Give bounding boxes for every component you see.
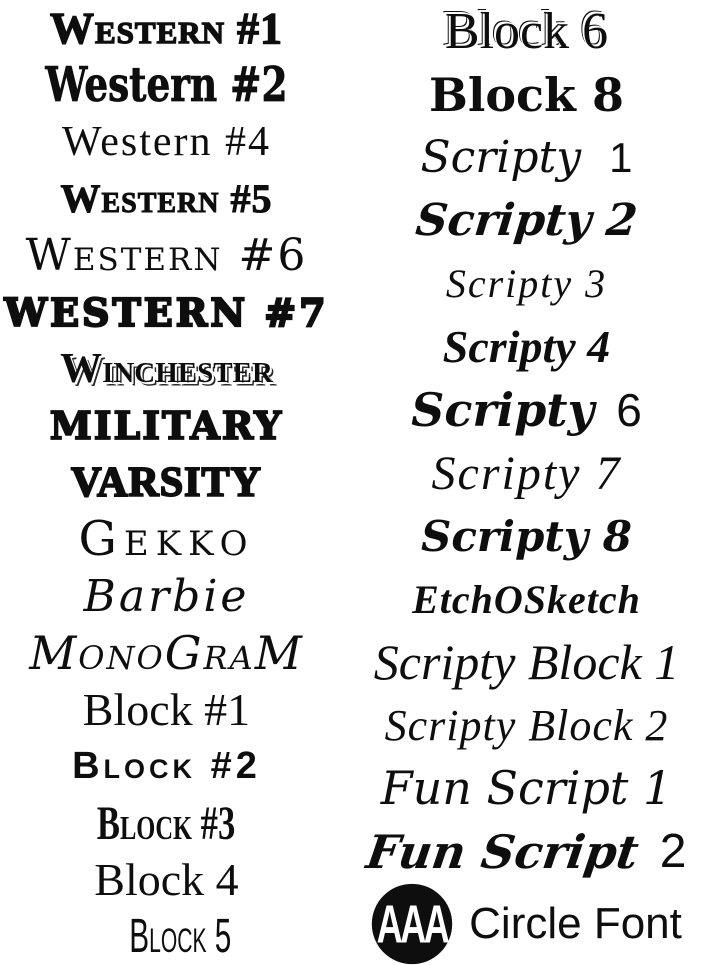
font-sample-text: WESTERN #7 xyxy=(4,289,329,335)
font-sample-text: Barbie xyxy=(83,570,250,622)
font-sample-number: 2 xyxy=(659,824,687,878)
font-sample-text: Western #4 xyxy=(61,118,272,165)
font-sample-text: Scripty 4 xyxy=(442,321,611,373)
font-sample-block-3 xyxy=(0,795,333,852)
font-sample-block-5 xyxy=(0,908,333,965)
font-sample-scripty-block-1 xyxy=(333,631,720,694)
monogram-letters: AAA xyxy=(376,893,448,955)
font-sample-block-4 xyxy=(0,851,333,908)
font-sample-scripty-4 xyxy=(333,315,720,378)
font-sample-etchosketch xyxy=(333,568,720,631)
font-sample-number: 6 xyxy=(616,384,642,436)
font-sample-text: Western #1 xyxy=(49,3,284,53)
font-sample-text: Fun Script 1 xyxy=(380,761,673,816)
font-sample-text: Block #2 xyxy=(72,744,261,787)
font-sample-scripty-2 xyxy=(333,189,720,252)
font-sample-text: Scripty xyxy=(420,132,582,184)
font-sample-text: Scripty 7 xyxy=(431,446,622,500)
font-sample-text: Scripty 3 xyxy=(445,261,608,307)
font-sample-number: 1 xyxy=(609,133,633,181)
font-sample-western-7 xyxy=(0,284,333,341)
font-sample-circle-font xyxy=(333,883,720,965)
font-sample-barbie xyxy=(0,568,333,625)
left-column xyxy=(0,0,333,965)
font-sample-varsity xyxy=(0,454,333,511)
font-sample-scripty-8 xyxy=(333,505,720,568)
font-sample-text: Scripty 8 xyxy=(420,511,632,561)
font-sample-western-4 xyxy=(0,114,333,171)
font-sample-text: Scripty 2 xyxy=(413,195,640,247)
font-sample-text: Block 8 xyxy=(429,67,624,122)
font-sample-monogram xyxy=(0,624,333,681)
font-sample-military xyxy=(0,397,333,454)
font-sample-text: VARSITY xyxy=(71,459,262,506)
font-sample-text: EtchOSketch xyxy=(412,576,641,622)
font-sample-western-5 xyxy=(0,170,333,227)
font-sample-block-8 xyxy=(333,63,720,126)
font-sample-text: Block #1 xyxy=(82,684,251,736)
font-sample-text: Block 6 xyxy=(444,3,609,61)
circle-monogram-icon xyxy=(371,883,453,965)
font-sample-text: Fun Script xyxy=(362,824,642,879)
font-sample-block-2 xyxy=(0,738,333,795)
font-sample-text: MonoGraM xyxy=(29,625,304,680)
font-sample-text: Block #3 xyxy=(97,796,236,850)
font-sample-text: Block 5 xyxy=(129,910,232,964)
font-sample-western-1 xyxy=(0,0,333,57)
font-sample-western-6 xyxy=(0,227,333,284)
font-sample-scripty-block-2 xyxy=(333,694,720,757)
font-sample-text: Scripty Block 2 xyxy=(384,700,669,750)
right-column xyxy=(333,0,720,965)
font-sample-text: Scripty xyxy=(411,383,595,437)
font-sample-text: Western #6 xyxy=(25,229,308,281)
font-sample-scripty-1 xyxy=(333,126,720,189)
font-sample-text: Western #5 xyxy=(60,176,273,222)
font-sample-scripty-7 xyxy=(333,442,720,505)
font-sample-fun-script-1 xyxy=(333,757,720,820)
font-sample-text: Scripty Block 1 xyxy=(373,634,680,691)
font-sample-text: Circle Font xyxy=(469,899,682,949)
font-sample-western-2 xyxy=(0,57,333,114)
font-sample-text: Block 4 xyxy=(94,854,239,906)
font-sample-block-6 xyxy=(333,0,720,63)
font-sample-scripty-3 xyxy=(333,252,720,315)
font-sample-winchester xyxy=(0,341,333,398)
font-sample-gekko xyxy=(0,511,333,568)
font-sample-scripty-6 xyxy=(333,378,720,441)
font-sample-text: MILITARY xyxy=(49,403,284,449)
font-sample-text: Winchester xyxy=(60,345,273,392)
font-sample-block-1 xyxy=(0,681,333,738)
font-sample-text: Gekko xyxy=(78,511,255,568)
font-sample-fun-script-2 xyxy=(333,820,720,883)
font-sample-text: Western #2 xyxy=(45,57,288,113)
